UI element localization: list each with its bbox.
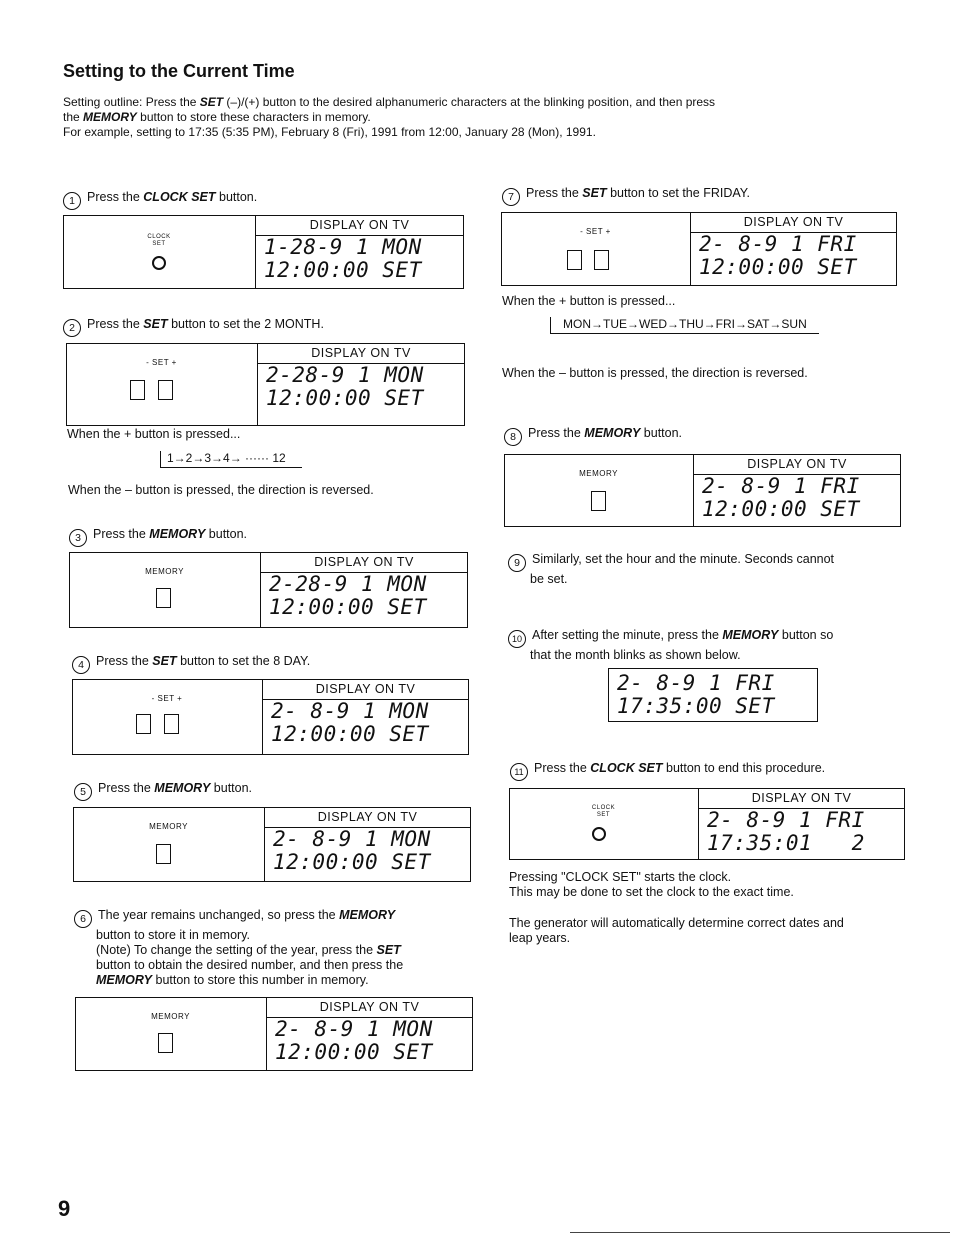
page-title: Setting to the Current Time <box>63 61 295 81</box>
display-header: DISPLAY ON TV <box>263 680 468 700</box>
step-4-display-panel <box>72 679 469 755</box>
memory-button-icon <box>156 588 171 608</box>
step-2-text: 2 Press the SET button to set the 2 MONTH. <box>63 317 324 337</box>
step-2-display-panel <box>66 343 465 426</box>
step-9-text: 9 Similarly, set the hour and the minute. Seconds cannot be set. <box>508 552 908 587</box>
step-11-text: 11 Press the CLOCK SET button to end this procedure. <box>510 761 825 781</box>
lcd-line-1: 2- 8-9 1 MON <box>275 1017 433 1041</box>
memory-button-icon <box>158 1033 173 1053</box>
step-8-display-panel <box>504 454 901 527</box>
display-header: DISPLAY ON TV <box>256 216 463 236</box>
step-8-text: 8 Press the MEMORY button. <box>504 426 682 446</box>
memory-button-label: MEMORY <box>151 1012 190 1021</box>
lcd-line-2: 17:35:01 2 <box>707 831 865 855</box>
plus-button-icon <box>594 250 609 270</box>
closing-note-1: Pressing "CLOCK SET" starts the clock. This may be done to set the clock to the exact time. <box>509 870 794 899</box>
display-header: DISPLAY ON TV <box>258 344 464 364</box>
step-number: 6 <box>74 910 92 928</box>
step-7-display-panel <box>501 212 897 286</box>
step-number: 9 <box>508 554 526 572</box>
step-7-note-plus: When the + button is pressed... <box>502 294 676 308</box>
lcd-line-2: 17:35:00 SET <box>617 694 775 718</box>
lcd-line-2: 12:00:00 SET <box>702 497 860 521</box>
step-number: 1 <box>63 192 81 210</box>
lcd-line-2: 12:00:00 SET <box>269 595 427 619</box>
clock-set-knob-icon <box>152 256 166 270</box>
display-header: DISPLAY ON TV <box>691 213 896 233</box>
minus-button-icon <box>130 380 145 400</box>
step-2-note-minus: When the – button is pressed, the direction is reversed. <box>68 483 374 497</box>
lcd-line-1: 2-28-9 1 MON <box>269 572 427 596</box>
minus-button-icon <box>567 250 582 270</box>
page-number: 9 <box>58 1196 71 1221</box>
step-number: 7 <box>502 188 520 206</box>
step-3-text: 3 Press the MEMORY button. <box>69 527 247 547</box>
lcd-line-2: 12:00:00 SET <box>699 255 857 279</box>
step-number: 2 <box>63 319 81 337</box>
memory-button-icon <box>156 844 171 864</box>
step-7-note-minus: When the – button is pressed, the direction is reversed. <box>502 366 808 380</box>
display-header: DISPLAY ON TV <box>265 808 470 828</box>
lcd-line-1: 2- 8-9 1 FRI <box>707 808 865 832</box>
step-number: 3 <box>69 529 87 547</box>
lcd-line-2: 12:00:00 SET <box>266 386 424 410</box>
lcd-line-2: 12:00:00 SET <box>275 1040 433 1064</box>
step-2-month-sequence: 1→2→3→4→ ······ 12 <box>160 451 302 468</box>
step-1-text: 1 Press the CLOCK SET button. <box>63 190 257 210</box>
display-header: DISPLAY ON TV <box>267 998 472 1018</box>
memory-button-label: MEMORY <box>579 469 618 478</box>
lcd-line-2: 12:00:00 SET <box>271 722 429 746</box>
step-7-weekday-sequence: MON→TUE→WED→THU→FRI→SAT→SUN <box>550 317 819 334</box>
closing-note-2: The generator will automatically determine correct dates and leap years. <box>509 916 844 945</box>
lcd-line-2: 12:00:00 SET <box>273 850 431 874</box>
step-number: 8 <box>504 428 522 446</box>
lcd-line-1: 2- 8-9 1 FRI <box>702 474 860 498</box>
step-7-text: 7 Press the SET button to set the FRIDAY. <box>502 186 750 206</box>
set-button-label: - SET + <box>151 694 183 703</box>
set-button-label: - SET + <box>146 358 177 367</box>
lcd-line-1: 2- 8-9 1 MON <box>271 699 429 723</box>
clock-set-label: CLOCK SET <box>147 234 171 247</box>
plus-button-icon <box>158 380 173 400</box>
step-11-display-panel <box>509 788 905 860</box>
lcd-line-1: 2- 8-9 1 FRI <box>699 232 857 256</box>
step-5-display-panel <box>73 807 471 882</box>
clock-set-label: CLOCK SET <box>591 805 616 818</box>
step-6-text: 6 The year remains unchanged, so press the MEMORY button to store it in memory. (Note) To change the setting of the year, press the SET button to obtain the desired number, and then press the MEMORY button to store this number in memory. <box>74 908 474 988</box>
memory-button-label: MEMORY <box>149 822 188 831</box>
step-number: 10 <box>508 630 526 648</box>
step-4-text: 4 Press the SET button to set the 8 DAY. <box>72 654 310 674</box>
lcd-line-1: 2-28-9 1 MON <box>266 363 424 387</box>
step-number: 5 <box>74 783 92 801</box>
minus-button-icon <box>136 714 151 734</box>
memory-button-icon <box>591 491 606 511</box>
memory-button-label: MEMORY <box>145 567 184 576</box>
step-10-text: 10 After setting the minute, press the MEMORY button so that the month blinks as shown below. <box>508 628 908 663</box>
step-10-display-panel <box>608 668 818 722</box>
step-2-note-plus: When the + button is pressed... <box>67 427 241 441</box>
step-number: 4 <box>72 656 90 674</box>
clock-set-knob-icon <box>592 827 606 841</box>
display-header: DISPLAY ON TV <box>699 789 904 809</box>
lcd-line-1: 1-28-9 1 MON <box>264 235 422 259</box>
set-button-label: - SET + <box>580 227 611 236</box>
step-1-display-panel <box>63 215 464 289</box>
step-number: 11 <box>510 763 528 781</box>
lcd-line-1: 2- 8-9 1 MON <box>273 827 431 851</box>
step-5-text: 5 Press the MEMORY button. <box>74 781 252 801</box>
display-header: DISPLAY ON TV <box>261 553 467 573</box>
bottom-divider <box>570 1232 950 1233</box>
plus-button-icon <box>164 714 179 734</box>
lcd-line-2: 12:00:00 SET <box>264 258 422 282</box>
step-6-display-panel <box>75 997 473 1071</box>
step-3-display-panel <box>69 552 468 628</box>
display-header: DISPLAY ON TV <box>694 455 900 475</box>
intro-text: Setting outline: Press the SET (–)/(+) button to the desired alphanumeric characters at the blinking position, and then press the MEMORY button to store these characters in memory. For example, setting to 17:35 (5:35 PM), February 8 (Fri), 1991 from 12:00, January 28 (Mon), 1991. <box>63 95 716 139</box>
lcd-line-1: 2- 8-9 1 FRI <box>617 671 775 695</box>
